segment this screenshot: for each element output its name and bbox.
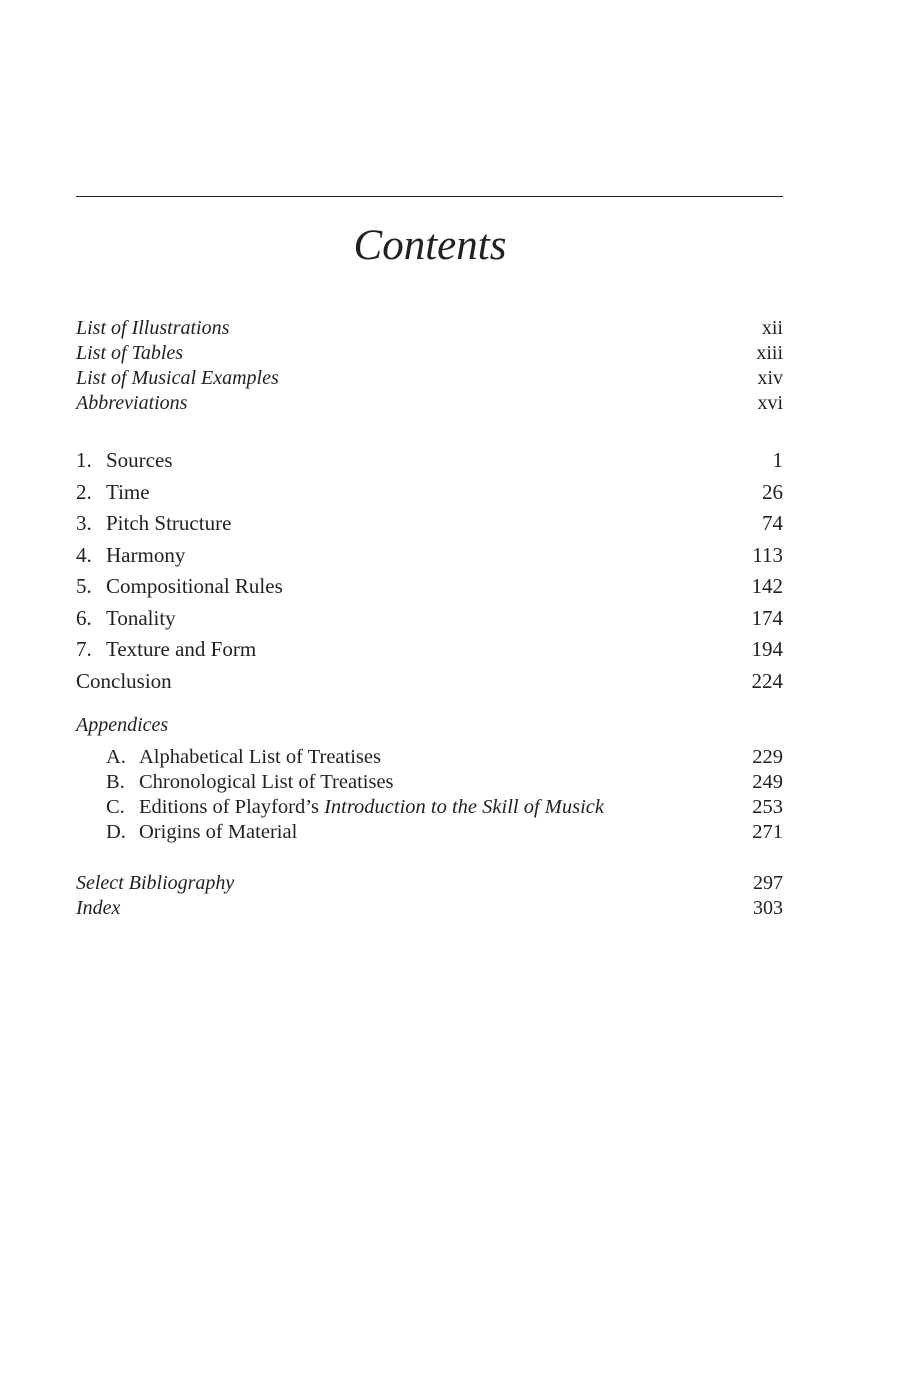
toc-conclusion[interactable] (76, 666, 783, 697)
toc-entry-abbreviations[interactable] (76, 391, 783, 416)
toc-chapter-2[interactable] (76, 477, 783, 508)
toc-entry-page: 271 (752, 821, 783, 843)
appendix-title-prefix: Editions of Playford’s (139, 796, 325, 818)
appendix-letter: D. (106, 821, 126, 843)
chapter-title: Compositional Rules (106, 574, 283, 598)
chapter-number: 5. (76, 574, 92, 598)
toc-entry-page: 303 (753, 897, 783, 919)
chapter-title: Sources (106, 448, 173, 472)
chapter-title: Texture and Form (106, 637, 257, 661)
toc-entry-page: 224 (751, 669, 783, 693)
toc-entry-page: 194 (751, 637, 783, 661)
appendix-title: Chronological List of Treatises (139, 771, 394, 793)
toc-entry-list-of-musical-examples[interactable] (76, 366, 783, 391)
toc-entry-label: List of Illustrations (76, 317, 230, 339)
toc-appendix-label (76, 745, 381, 770)
appendix-letter: C. (106, 796, 125, 818)
appendix-letter: B. (106, 771, 125, 793)
toc-chapter-7[interactable] (76, 634, 783, 665)
toc-chapter-label (76, 445, 173, 476)
toc-chapter-3[interactable] (76, 508, 783, 539)
chapter-number: 2. (76, 480, 92, 504)
toc-chapter-5[interactable] (76, 571, 783, 602)
toc-entry-page: 26 (762, 480, 783, 504)
appendix-title-italic: Introduction to the Skill of Musick (324, 796, 604, 818)
chapter-title: Tonality (106, 606, 176, 630)
chapter-title: Pitch Structure (106, 511, 232, 535)
toc-appendix-c[interactable] (76, 795, 783, 820)
toc-entry-page: xvi (757, 392, 783, 414)
toc-entry-page: 142 (751, 574, 783, 598)
toc-entry-label: Select Bibliography (76, 872, 235, 894)
toc-entry-page: 174 (751, 606, 783, 630)
toc-appendix-label (76, 770, 394, 795)
chapter-number: 6. (76, 606, 92, 630)
chapter-title: Harmony (106, 543, 186, 567)
toc-chapter-label (76, 603, 176, 634)
toc-chapter-label (76, 477, 150, 508)
toc-appendix-d[interactable] (76, 820, 783, 845)
chapter-number: 4. (76, 543, 92, 567)
toc-chapter-4[interactable] (76, 540, 783, 571)
chapter-title: Conclusion (76, 669, 172, 693)
toc-entry-page: 229 (752, 746, 783, 768)
toc-entry-page: 297 (753, 872, 783, 894)
appendices-heading: Appendices (76, 714, 169, 736)
toc-appendix-label (76, 795, 604, 820)
toc-entry-page: 253 (752, 796, 783, 818)
toc-entry-label: List of Tables (76, 342, 184, 364)
toc-entry-page: 1 (772, 448, 783, 472)
appendix-title: Alphabetical List of Treatises (139, 746, 381, 768)
toc-appendix-b[interactable] (76, 770, 783, 795)
toc-entry-page: xii (761, 317, 783, 339)
chapter-number: 3. (76, 511, 92, 535)
toc-entry-label: List of Musical Examples (76, 367, 279, 389)
toc-entry-list-of-illustrations[interactable] (76, 316, 783, 341)
toc-entry-page: 249 (752, 771, 783, 793)
toc-entry-label: Abbreviations (76, 392, 188, 414)
toc-chapter-label (76, 634, 256, 665)
chapter-number: 7. (76, 637, 92, 661)
toc-chapter-label (76, 540, 185, 571)
toc-chapter-1[interactable] (76, 445, 783, 476)
toc-appendix-label (76, 820, 297, 845)
toc-entry-page: xiv (757, 367, 783, 389)
toc-entry-index[interactable] (76, 896, 783, 921)
page-title: Contents (353, 222, 507, 269)
top-rule (76, 196, 783, 197)
toc-entry-list-of-tables[interactable] (76, 341, 783, 366)
toc-chapter-label (76, 571, 283, 602)
appendix-letter: A. (106, 746, 126, 768)
toc-chapter-label (76, 508, 231, 539)
toc-entry-page: 113 (752, 543, 783, 567)
toc-entry-page: 74 (762, 511, 783, 535)
toc-entry-label: Index (76, 897, 121, 919)
appendix-title: Origins of Material (139, 821, 298, 843)
toc-entry-select-bibliography[interactable] (76, 871, 783, 896)
chapter-number: 1. (76, 448, 92, 472)
toc-chapter-6[interactable] (76, 603, 783, 634)
toc-appendix-a[interactable] (76, 745, 783, 770)
chapter-title: Time (106, 480, 150, 504)
toc-entry-page: xiii (756, 342, 783, 364)
